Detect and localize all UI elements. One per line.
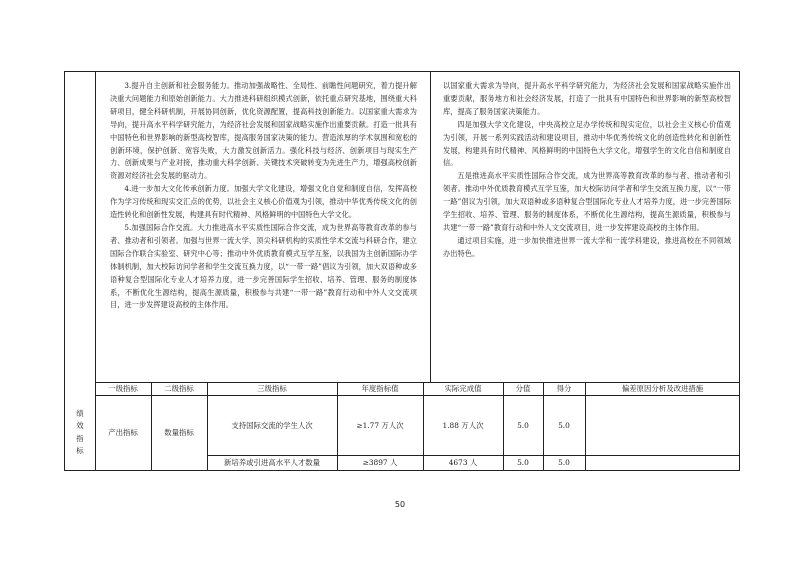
goal-paragraph: 5.加强国际合作交流。大力推进高水平实质性国际合作交流，成为世界高等教育改革的参与者、推动者和引领者。加强与世界一流大学、顶尖科研机构的实质性学术交流与科研合作，建立国际合作联合实验室、研究中心等；推动中外优质教育模式互学互鉴，以我国为主创新国际办学体制机制，加大校际访问学者和学生交流互换力度，以“一带一路”倡议为引领，加大双语种或多语种复合型国际化专业人才培养力度，进一步完善国际学生招收、培养、管理、服务的制度体系，不断优化生源结构，提高生源质量，积极参与共建“一带一路”教育行动和中外人文交流项目，进一步发挥建设高校的主体作用。 bbox=[110, 222, 417, 310]
section-label-char: 指 bbox=[76, 433, 84, 443]
header-actual: 实际完成值 bbox=[444, 384, 482, 393]
goal-paragraph: 通过项目实施，进一步加快推进世界一流大学和一流学科建设，推进高校在不同领域办出特色。 bbox=[443, 235, 731, 258]
table-row-1-deviation bbox=[585, 395, 740, 455]
level1-value: 产出指标 bbox=[108, 428, 138, 437]
table-row-1-score: 5.0 bbox=[558, 420, 570, 430]
table-row-2-level3: 新培养或引进高水平人才数量 bbox=[223, 458, 321, 467]
section-label-char: 效 bbox=[76, 421, 84, 430]
header-level3: 三级指标 bbox=[257, 384, 287, 393]
table-row-2-score: 5.0 bbox=[558, 458, 570, 467]
goals-right-column bbox=[443, 80, 731, 261]
header-deviation: 偏差原因分析及改进措施 bbox=[621, 384, 704, 393]
level2-value: 数量指标 bbox=[164, 428, 194, 437]
table-row-2-weight: 5.0 bbox=[517, 458, 529, 467]
goal-paragraph: 五是推进高水平实质性国际合作交流，成为世界高等教育改革的参与者、推动者和引领者。推动中外优质教育模式互学互鉴，加大校际访问学者和学生交流互换力度，以“一带一路”倡议为引领，加大双语种或多语种复合型国际化专业人才培养力度，进一步完善国际学生招收、培养、管理、服务的制度体系，不断优化生源结构，提高生源质量，积极参与共建“一带一路”教育行动和中外人文交流项目，进一步发挥建设高校的主体作用。 bbox=[443, 171, 731, 232]
header-level2: 二级指标 bbox=[164, 384, 194, 393]
table-row-1-actual: 1.88 万人次 bbox=[442, 420, 484, 430]
goal-paragraph: 四是加强大学文化建设，中央高校立足办学传统和现实定位，以社会主义核心价值观为引领，开展一系列实践活动和建设项目，推动中华优秀传统文化的创造性转化和创新性发展，构建具有时代精神、风格鲜明的中国特色大学文化，增强学生的文化自信和制度自信。 bbox=[443, 119, 731, 168]
header-level1: 一级指标 bbox=[108, 384, 138, 393]
goals-left-column bbox=[110, 80, 417, 312]
table-row-2-deviation bbox=[585, 455, 740, 470]
performance-table bbox=[64, 71, 740, 471]
section-label bbox=[65, 395, 95, 470]
table-row-1-weight: 5.0 bbox=[517, 420, 529, 430]
section-label-char: 标 bbox=[76, 446, 84, 455]
goal-paragraph: 3.提升自主创新和社会服务能力。推动加强战略性、全局性、前瞻性问题研究，着力提升解决重大问题能力和原始创新能力。大力推进科研组织模式创新，依托重点研究基地，围绕重大科研项目，健全科研机制，开展协同创新，优化资源配置，提高科技创新能力。以国家重大需求为导向，提升高水平科学研究能力，为经济社会发展和国家战略实施作出重要贡献。打造一批具有中国特色和世界影响的新型高校智库，提高服务国家决策的能力。营造浓厚的学术氛围和宽松的创新环境，保护创新、宽容失败，大力激发创新活力。强化科技与经济、创新项目与现实生产力、创新成果与产业对接，推动重大科学创新、关键技术突破转变为先进生产力，增强高校创新资源对经济社会发展的驱动力。 bbox=[110, 81, 417, 181]
header-score-got: 得分 bbox=[556, 384, 572, 393]
header-annual-target: 年度指标值 bbox=[361, 384, 399, 393]
table-row-1-level3: 支持国际交流的学生人次 bbox=[231, 420, 313, 430]
page-number: 50 bbox=[394, 500, 406, 509]
goal-paragraph: 4.进一步加大文化传承创新力度。加强大学文化建设，增强文化自觉和制度自信，发挥高校作为学习传统和现实交汇点的优势，以社会主义核心价值观为引领，推动中华优秀传统文化的创造性转化和创新性发展，构建具有时代精神、风格鲜明的中国特色大学文化。 bbox=[110, 184, 417, 220]
table-row-1-target: ≥1.77 万人次 bbox=[356, 420, 404, 430]
header-score-weight: 分值 bbox=[515, 384, 531, 393]
table-row-2-actual: 4673 人 bbox=[448, 458, 478, 467]
goal-paragraph: 以国家重大需求为导向，提升高水平科学研究能力，为经济社会发展和国家战略实施作出重要贡献，服务地方和社会经济发展，打造了一批具有中国特色和世界影响的新型高校智库，提高了服务国家决策能力。 bbox=[443, 81, 731, 116]
table-row-2-target: ≥3897 人 bbox=[362, 458, 398, 467]
section-label-char: 绩 bbox=[76, 408, 84, 418]
